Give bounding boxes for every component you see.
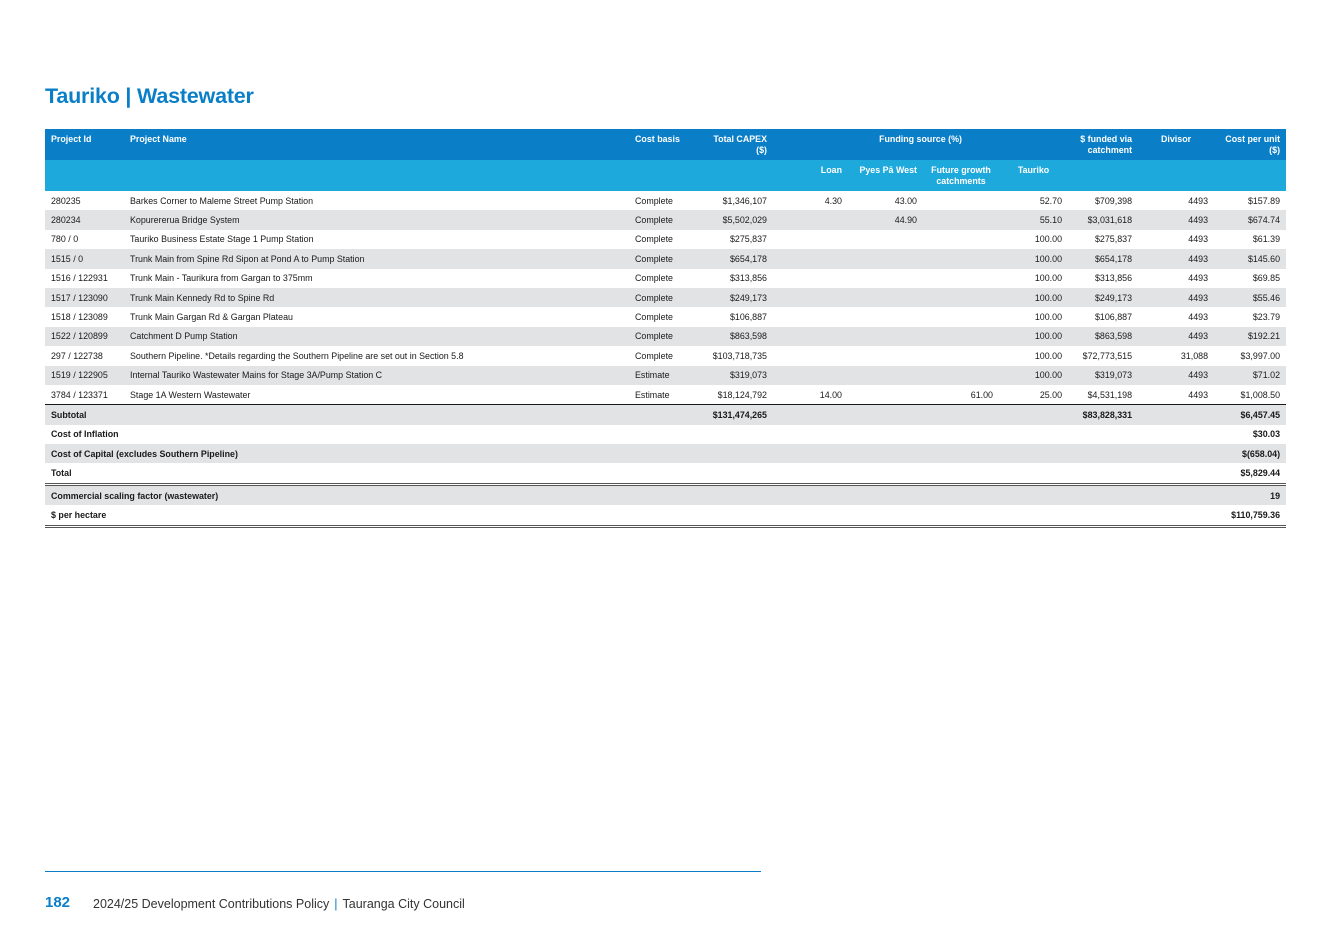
cell-pyes-pa-west [848,288,923,307]
cell-future-growth [923,288,999,307]
cell-cost-basis: Complete [629,210,698,229]
subheader-empty [45,160,124,191]
table-row [45,346,1286,365]
header-project-id: Project Id [45,129,124,160]
cell-total-capex: $249,173 [698,288,773,307]
cell-cost-per-unit: $61.39 [1214,230,1286,249]
cell-funded-via-catchment: $319,073 [1068,366,1138,385]
development-contributions-table [45,129,1286,528]
cell-cost-per-unit: $23.79 [1214,307,1286,326]
cell-project-id: 1518 / 123089 [45,307,124,326]
cell-total-capex: $1,346,107 [698,191,773,210]
cell-future-growth [923,327,999,346]
cell-tauriko: 100.00 [999,269,1068,288]
per-hectare-value: $110,759.36 [1214,505,1286,526]
cell-loan [773,249,848,268]
cell-future-growth [923,346,999,365]
cell-tauriko: 100.00 [999,249,1068,268]
cell-total-capex: $106,887 [698,307,773,326]
commercial-scaling-value: 19 [1214,484,1286,505]
cell-loan: 4.30 [773,191,848,210]
cell-project-id: 280234 [45,210,124,229]
subheader-empty [124,160,629,191]
table-row [45,269,1286,288]
cell-funded-via-catchment: $3,031,618 [1068,210,1138,229]
footer-divider [45,871,761,872]
header-cost-per-unit-label: Cost per unit ($) [1225,134,1281,155]
cell-cost-per-unit: $55.46 [1214,288,1286,307]
subheader-future-growth [923,160,999,191]
subheader-tauriko: Tauriko [999,160,1068,191]
subheader-empty [1138,160,1214,191]
subheader-empty [698,160,773,191]
subheader-pyes-pa-west-label: Pyes Pā West [859,165,917,175]
cell-project-name: Trunk Main - Taurikura from Gargan to 375mm [124,269,629,288]
header-funded-via-catchment-label: $ funded via catchment [1080,134,1133,155]
cell-divisor: 4493 [1138,230,1214,249]
cell-future-growth [923,249,999,268]
cell-divisor: 4493 [1138,366,1214,385]
table-row [45,288,1286,307]
cell-cost-basis: Complete [629,346,698,365]
cell-cost-per-unit: $145.60 [1214,249,1286,268]
cell-tauriko: 55.10 [999,210,1068,229]
total-row [45,463,1286,484]
cell-funded-via-catchment: $275,837 [1068,230,1138,249]
cell-cost-per-unit: $192.21 [1214,327,1286,346]
cell-loan [773,327,848,346]
cell-loan [773,346,848,365]
table-row [45,230,1286,249]
cell-pyes-pa-west [848,385,923,405]
cell-cost-basis: Complete [629,307,698,326]
cell-total-capex: $863,598 [698,327,773,346]
cell-pyes-pa-west [848,230,923,249]
table-row [45,191,1286,210]
table-row [45,249,1286,268]
subtotal-capex: $131,474,265 [698,405,773,425]
cell-cost-basis: Complete [629,327,698,346]
cell-funded-via-catchment: $313,856 [1068,269,1138,288]
cell-divisor: 4493 [1138,288,1214,307]
cell-funded-via-catchment: $863,598 [1068,327,1138,346]
cell-pyes-pa-west [848,346,923,365]
header-funding-source: Funding source (%) [773,129,1068,160]
subheader-empty [1068,160,1138,191]
cell-total-capex: $18,124,792 [698,385,773,405]
cost-of-capital-value: $(658.04) [1214,444,1286,463]
subtotal-funded: $83,828,331 [1068,405,1138,425]
cell-pyes-pa-west [848,249,923,268]
footer-org: Tauranga City Council [342,897,465,911]
cell-project-name: Kopurererua Bridge System [124,210,629,229]
cell-divisor: 4493 [1138,269,1214,288]
per-hectare-label: $ per hectare [45,505,1214,526]
cost-of-capital-label: Cost of Capital (excludes Southern Pipeline) [45,444,1214,463]
cell-loan [773,210,848,229]
cell-project-name: Barkes Corner to Maleme Street Pump Station [124,191,629,210]
subheader-empty [629,160,698,191]
header-project-name: Project Name [124,129,629,160]
cell-funded-via-catchment: $654,178 [1068,249,1138,268]
table-row [45,385,1286,405]
cell-loan: 14.00 [773,385,848,405]
subheader-loan: Loan [773,160,848,191]
cell-loan [773,269,848,288]
cell-pyes-pa-west [848,327,923,346]
cell-funded-via-catchment: $249,173 [1068,288,1138,307]
cell-future-growth [923,191,999,210]
inflation-label: Cost of Inflation [45,425,1214,444]
cost-of-capital-row [45,444,1286,463]
subtotal-label: Subtotal [45,405,698,425]
cell-cost-per-unit: $71.02 [1214,366,1286,385]
footer-doc-title: 2024/25 Development Contributions Policy [93,897,330,911]
cell-total-capex: $5,502,029 [698,210,773,229]
cell-project-name: Tauriko Business Estate Stage 1 Pump Station [124,230,629,249]
cell-project-name: Internal Tauriko Wastewater Mains for Stage 3A/Pump Station C [124,366,629,385]
total-value: $5,829.44 [1214,463,1286,484]
subtotal-row [45,405,1286,425]
cell-pyes-pa-west: 44.90 [848,210,923,229]
cell-loan [773,230,848,249]
cell-cost-basis: Estimate [629,385,698,405]
cell-tauriko: 25.00 [999,385,1068,405]
cell-project-id: 780 / 0 [45,230,124,249]
cell-loan [773,366,848,385]
table-row [45,327,1286,346]
commercial-scaling-label: Commercial scaling factor (wastewater) [45,484,1214,505]
subheader-future-growth-label: Future growth catchments [931,165,991,186]
cell-project-id: 297 / 122738 [45,346,124,365]
cell-project-name: Stage 1A Western Wastewater [124,385,629,405]
inflation-value: $30.03 [1214,425,1286,444]
cell-total-capex: $103,718,735 [698,346,773,365]
cell-project-id: 1516 / 122931 [45,269,124,288]
cell-tauriko: 100.00 [999,307,1068,326]
inflation-row [45,425,1286,444]
subtotal-cost-per-unit: $6,457.45 [1214,405,1286,425]
cell-project-name: Trunk Main Kennedy Rd to Spine Rd [124,288,629,307]
subtotal-blank [773,405,1068,425]
table-row [45,366,1286,385]
cell-pyes-pa-west [848,269,923,288]
cell-divisor: 4493 [1138,385,1214,405]
cell-cost-per-unit: $69.85 [1214,269,1286,288]
cell-divisor: 4493 [1138,191,1214,210]
cell-pyes-pa-west [848,307,923,326]
cell-cost-per-unit: $157.89 [1214,191,1286,210]
cell-future-growth [923,230,999,249]
cell-cost-basis: Complete [629,269,698,288]
page-number: 182 [45,894,71,911]
header-funded-via-catchment [1068,129,1138,160]
subtotal-blank [1138,405,1214,425]
subheader-pyes-pa-west [848,160,923,191]
cell-project-id: 3784 / 123371 [45,385,124,405]
cell-project-id: 280235 [45,191,124,210]
header-divisor: Divisor [1138,129,1214,160]
cell-loan [773,288,848,307]
cell-pyes-pa-west [848,366,923,385]
cell-cost-per-unit: $674.74 [1214,210,1286,229]
header-cost-basis: Cost basis [629,129,698,160]
cell-cost-basis: Complete [629,230,698,249]
cell-funded-via-catchment: $72,773,515 [1068,346,1138,365]
cell-future-growth: 61.00 [923,385,999,405]
cell-funded-via-catchment: $4,531,198 [1068,385,1138,405]
cell-tauriko: 100.00 [999,366,1068,385]
commercial-scaling-row [45,484,1286,505]
cell-future-growth [923,210,999,229]
cell-divisor: 4493 [1138,249,1214,268]
page-title: Tauriko | Wastewater [45,84,254,108]
cell-total-capex: $654,178 [698,249,773,268]
cell-project-name: Trunk Main Gargan Rd & Gargan Plateau [124,307,629,326]
cell-project-name: Southern Pipeline. *Details regarding the Southern Pipeline are set out in Section 5.8 [124,346,629,365]
cell-future-growth [923,366,999,385]
footer-separator: | [334,897,338,911]
subheader-empty [1214,160,1286,191]
table-row [45,210,1286,229]
cell-total-capex: $313,856 [698,269,773,288]
per-hectare-row [45,505,1286,526]
cell-tauriko: 100.00 [999,327,1068,346]
header-total-capex-label: Total CAPEX ($) [713,134,767,155]
cell-cost-basis: Complete [629,288,698,307]
cell-cost-basis: Estimate [629,366,698,385]
cell-project-id: 1522 / 120899 [45,327,124,346]
cell-total-capex: $275,837 [698,230,773,249]
cell-cost-per-unit: $1,008.50 [1214,385,1286,405]
summary-section [45,405,1286,526]
cell-funded-via-catchment: $709,398 [1068,191,1138,210]
cell-tauriko: 100.00 [999,288,1068,307]
cell-total-capex: $319,073 [698,366,773,385]
cell-project-id: 1519 / 122905 [45,366,124,385]
footer-text [93,897,465,911]
cell-pyes-pa-west: 43.00 [848,191,923,210]
header-cost-per-unit [1214,129,1286,160]
cell-future-growth [923,307,999,326]
cell-divisor: 4493 [1138,327,1214,346]
cell-tauriko: 100.00 [999,230,1068,249]
cell-loan [773,307,848,326]
cell-project-id: 1517 / 123090 [45,288,124,307]
cell-cost-basis: Complete [629,249,698,268]
cell-tauriko: 100.00 [999,346,1068,365]
cell-divisor: 4493 [1138,210,1214,229]
cell-cost-per-unit: $3,997.00 [1214,346,1286,365]
cell-project-name: Trunk Main from Spine Rd Sipon at Pond A to Pump Station [124,249,629,268]
total-label: Total [45,463,1214,484]
cell-tauriko: 52.70 [999,191,1068,210]
cell-divisor: 4493 [1138,307,1214,326]
cell-funded-via-catchment: $106,887 [1068,307,1138,326]
header-total-capex [698,129,773,160]
cell-project-name: Catchment D Pump Station [124,327,629,346]
cell-cost-basis: Complete [629,191,698,210]
cell-project-id: 1515 / 0 [45,249,124,268]
cell-divisor: 31,088 [1138,346,1214,365]
table-row [45,307,1286,326]
cell-future-growth [923,269,999,288]
